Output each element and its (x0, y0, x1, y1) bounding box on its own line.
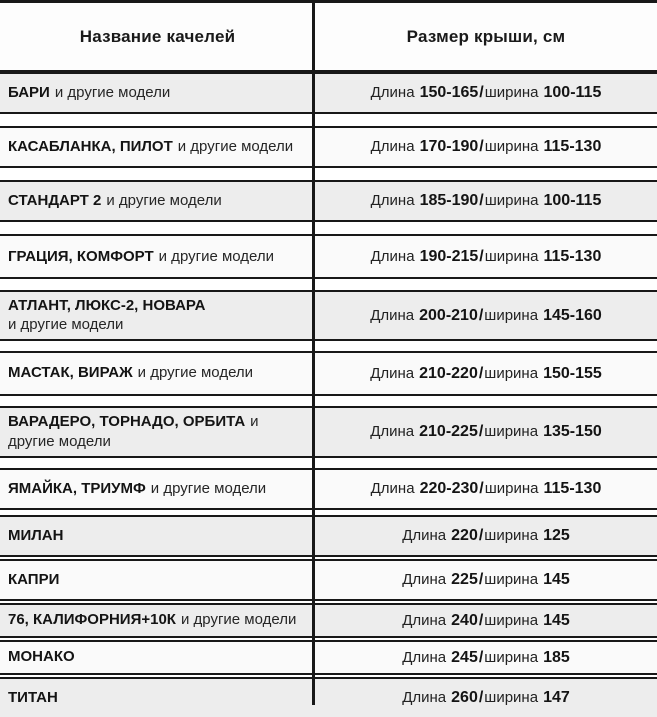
length-value: 260 (451, 689, 478, 707)
separator: / (479, 480, 484, 498)
length-value: 245 (451, 648, 478, 666)
model-suffix: и другие модели (180, 611, 297, 629)
header-swing-name-column: Название качелей (79, 26, 236, 46)
width-value: 145 (543, 571, 570, 589)
separator: / (478, 648, 484, 666)
model-name-cell (0, 408, 315, 456)
model-name-cell (0, 561, 315, 599)
table-row (0, 180, 657, 222)
separator: / (478, 611, 484, 629)
length-value: 150-165 (419, 84, 479, 102)
table-header-row (0, 3, 657, 72)
separator: / (478, 571, 484, 589)
roof-size-cell (315, 128, 657, 166)
separator: / (478, 364, 484, 382)
roof-size-cell (315, 679, 657, 717)
width-label: ширина (484, 306, 539, 324)
model-names: МИЛАН (8, 526, 64, 544)
model-names: АТЛАНТ, ЛЮКС-2, НОВАРА (8, 297, 206, 314)
length-value: 210-225 (419, 423, 478, 441)
width-value: 115-130 (543, 138, 602, 156)
length-label: Длина (402, 571, 447, 589)
length-label: Длина (370, 423, 415, 441)
separator: / (478, 527, 484, 545)
table-row (0, 640, 657, 675)
width-label: ширина (484, 192, 539, 210)
header-roof-size-column: Размер крыши, см (406, 26, 566, 46)
model-suffix: и другие модели (8, 412, 259, 450)
roof-size-cell (315, 353, 657, 394)
model-name-cell (0, 470, 315, 508)
width-value: 125 (543, 527, 570, 545)
width-label: ширина (484, 571, 539, 589)
length-label: Длина (402, 527, 447, 545)
roof-size-cell (315, 292, 657, 339)
model-suffix: и другие модели (158, 247, 275, 265)
roof-size-cell (315, 605, 657, 636)
model-suffix: и другие модели (150, 479, 267, 497)
width-value: 115-130 (543, 247, 602, 265)
width-label: ширина (484, 247, 539, 265)
length-label: Длина (370, 84, 415, 102)
model-name-cell (0, 517, 315, 555)
model-names: КАПРИ (8, 570, 60, 588)
length-value: 200-210 (419, 306, 478, 324)
width-label: ширина (484, 480, 539, 498)
roof-size-cell (315, 236, 657, 277)
separator: / (479, 138, 484, 156)
separator: / (479, 84, 484, 102)
model-name-cell (0, 679, 315, 717)
separator: / (478, 689, 484, 707)
model-name-cell (0, 292, 315, 339)
table-row (0, 234, 657, 279)
roof-size-cell (315, 517, 657, 555)
roof-size-cell (315, 408, 657, 456)
model-name-cell (0, 605, 315, 636)
length-value: 225 (451, 571, 478, 589)
table-body (0, 72, 657, 717)
model-names: МАСТАК, ВИРАЖ (8, 364, 133, 382)
table-row (0, 72, 657, 114)
roof-size-cell (315, 561, 657, 599)
width-value: 145 (543, 611, 570, 629)
width-label: ширина (484, 423, 539, 441)
table-row (0, 351, 657, 396)
table-row (0, 559, 657, 601)
width-label: ширина (484, 527, 539, 545)
length-label: Длина (370, 138, 415, 156)
table-row (0, 126, 657, 168)
separator: / (479, 247, 484, 265)
length-value: 220 (451, 527, 478, 545)
width-value: 185 (543, 648, 570, 666)
model-suffix: и другие модели (8, 316, 124, 333)
separator: / (478, 423, 484, 441)
model-suffix: и другие модели (177, 138, 294, 155)
model-name-cell (0, 74, 315, 112)
model-name-cell (0, 353, 315, 394)
width-label: ширина (484, 138, 539, 156)
table-row (0, 515, 657, 557)
table-row (0, 468, 657, 510)
model-names: ЯМАЙКА, ТРИУМФ (8, 479, 146, 497)
model-name-cell (0, 182, 315, 220)
table-row (0, 290, 657, 341)
length-value: 240 (451, 611, 478, 629)
width-label: ширина (484, 364, 539, 382)
model-names: ВАРАДЕРО, ТОРНАДО, ОРБИТА (8, 412, 246, 430)
length-label: Длина (370, 192, 415, 210)
model-suffix: и другие модели (54, 84, 171, 101)
roof-size-cell (315, 182, 657, 220)
width-value: 150-155 (543, 364, 602, 382)
length-label: Длина (402, 689, 447, 707)
roof-size-cell (315, 74, 657, 112)
width-value: 100-115 (543, 84, 602, 102)
width-label: ширина (484, 611, 539, 629)
length-value: 190-215 (419, 247, 479, 265)
model-names: ГРАЦИЯ, КОМФОРТ (8, 247, 154, 265)
roof-size-cell (315, 470, 657, 508)
width-label: ширина (484, 648, 539, 666)
table-row (0, 677, 657, 717)
length-label: Длина (370, 480, 415, 498)
model-names: БАРИ (8, 84, 50, 101)
length-label: Длина (402, 611, 447, 629)
length-value: 220-230 (419, 480, 479, 498)
separator: / (479, 192, 484, 210)
width-value: 100-115 (543, 192, 602, 210)
roof-size-cell (315, 642, 657, 673)
length-label: Длина (370, 247, 415, 265)
model-name-cell (0, 128, 315, 166)
length-value: 210-220 (419, 364, 478, 382)
length-label: Длина (370, 364, 415, 382)
table-row (0, 406, 657, 458)
width-value: 115-130 (543, 480, 602, 498)
model-names: 76, КАЛИФОРНИЯ+10К (8, 611, 176, 629)
width-label: ширина (484, 689, 539, 707)
width-value: 145-160 (543, 306, 602, 324)
length-label: Длина (402, 648, 447, 666)
model-name-cell (0, 642, 315, 673)
width-value: 135-150 (543, 423, 602, 441)
length-value: 185-190 (419, 192, 479, 210)
model-name-cell (0, 236, 315, 277)
width-label: ширина (484, 84, 539, 102)
length-label: Длина (370, 306, 415, 324)
model-suffix: и другие модели (106, 192, 222, 209)
separator: / (478, 306, 484, 324)
length-value: 170-190 (419, 138, 479, 156)
model-names: СТАНДАРТ 2 (8, 192, 102, 209)
table-row (0, 603, 657, 638)
model-names: КАСАБЛАНКА, ПИЛОТ (8, 138, 173, 155)
width-value: 147 (543, 689, 570, 707)
model-names: ТИТАН (8, 688, 58, 706)
model-names: МОНАКО (8, 648, 75, 666)
model-suffix: и другие модели (137, 364, 254, 382)
